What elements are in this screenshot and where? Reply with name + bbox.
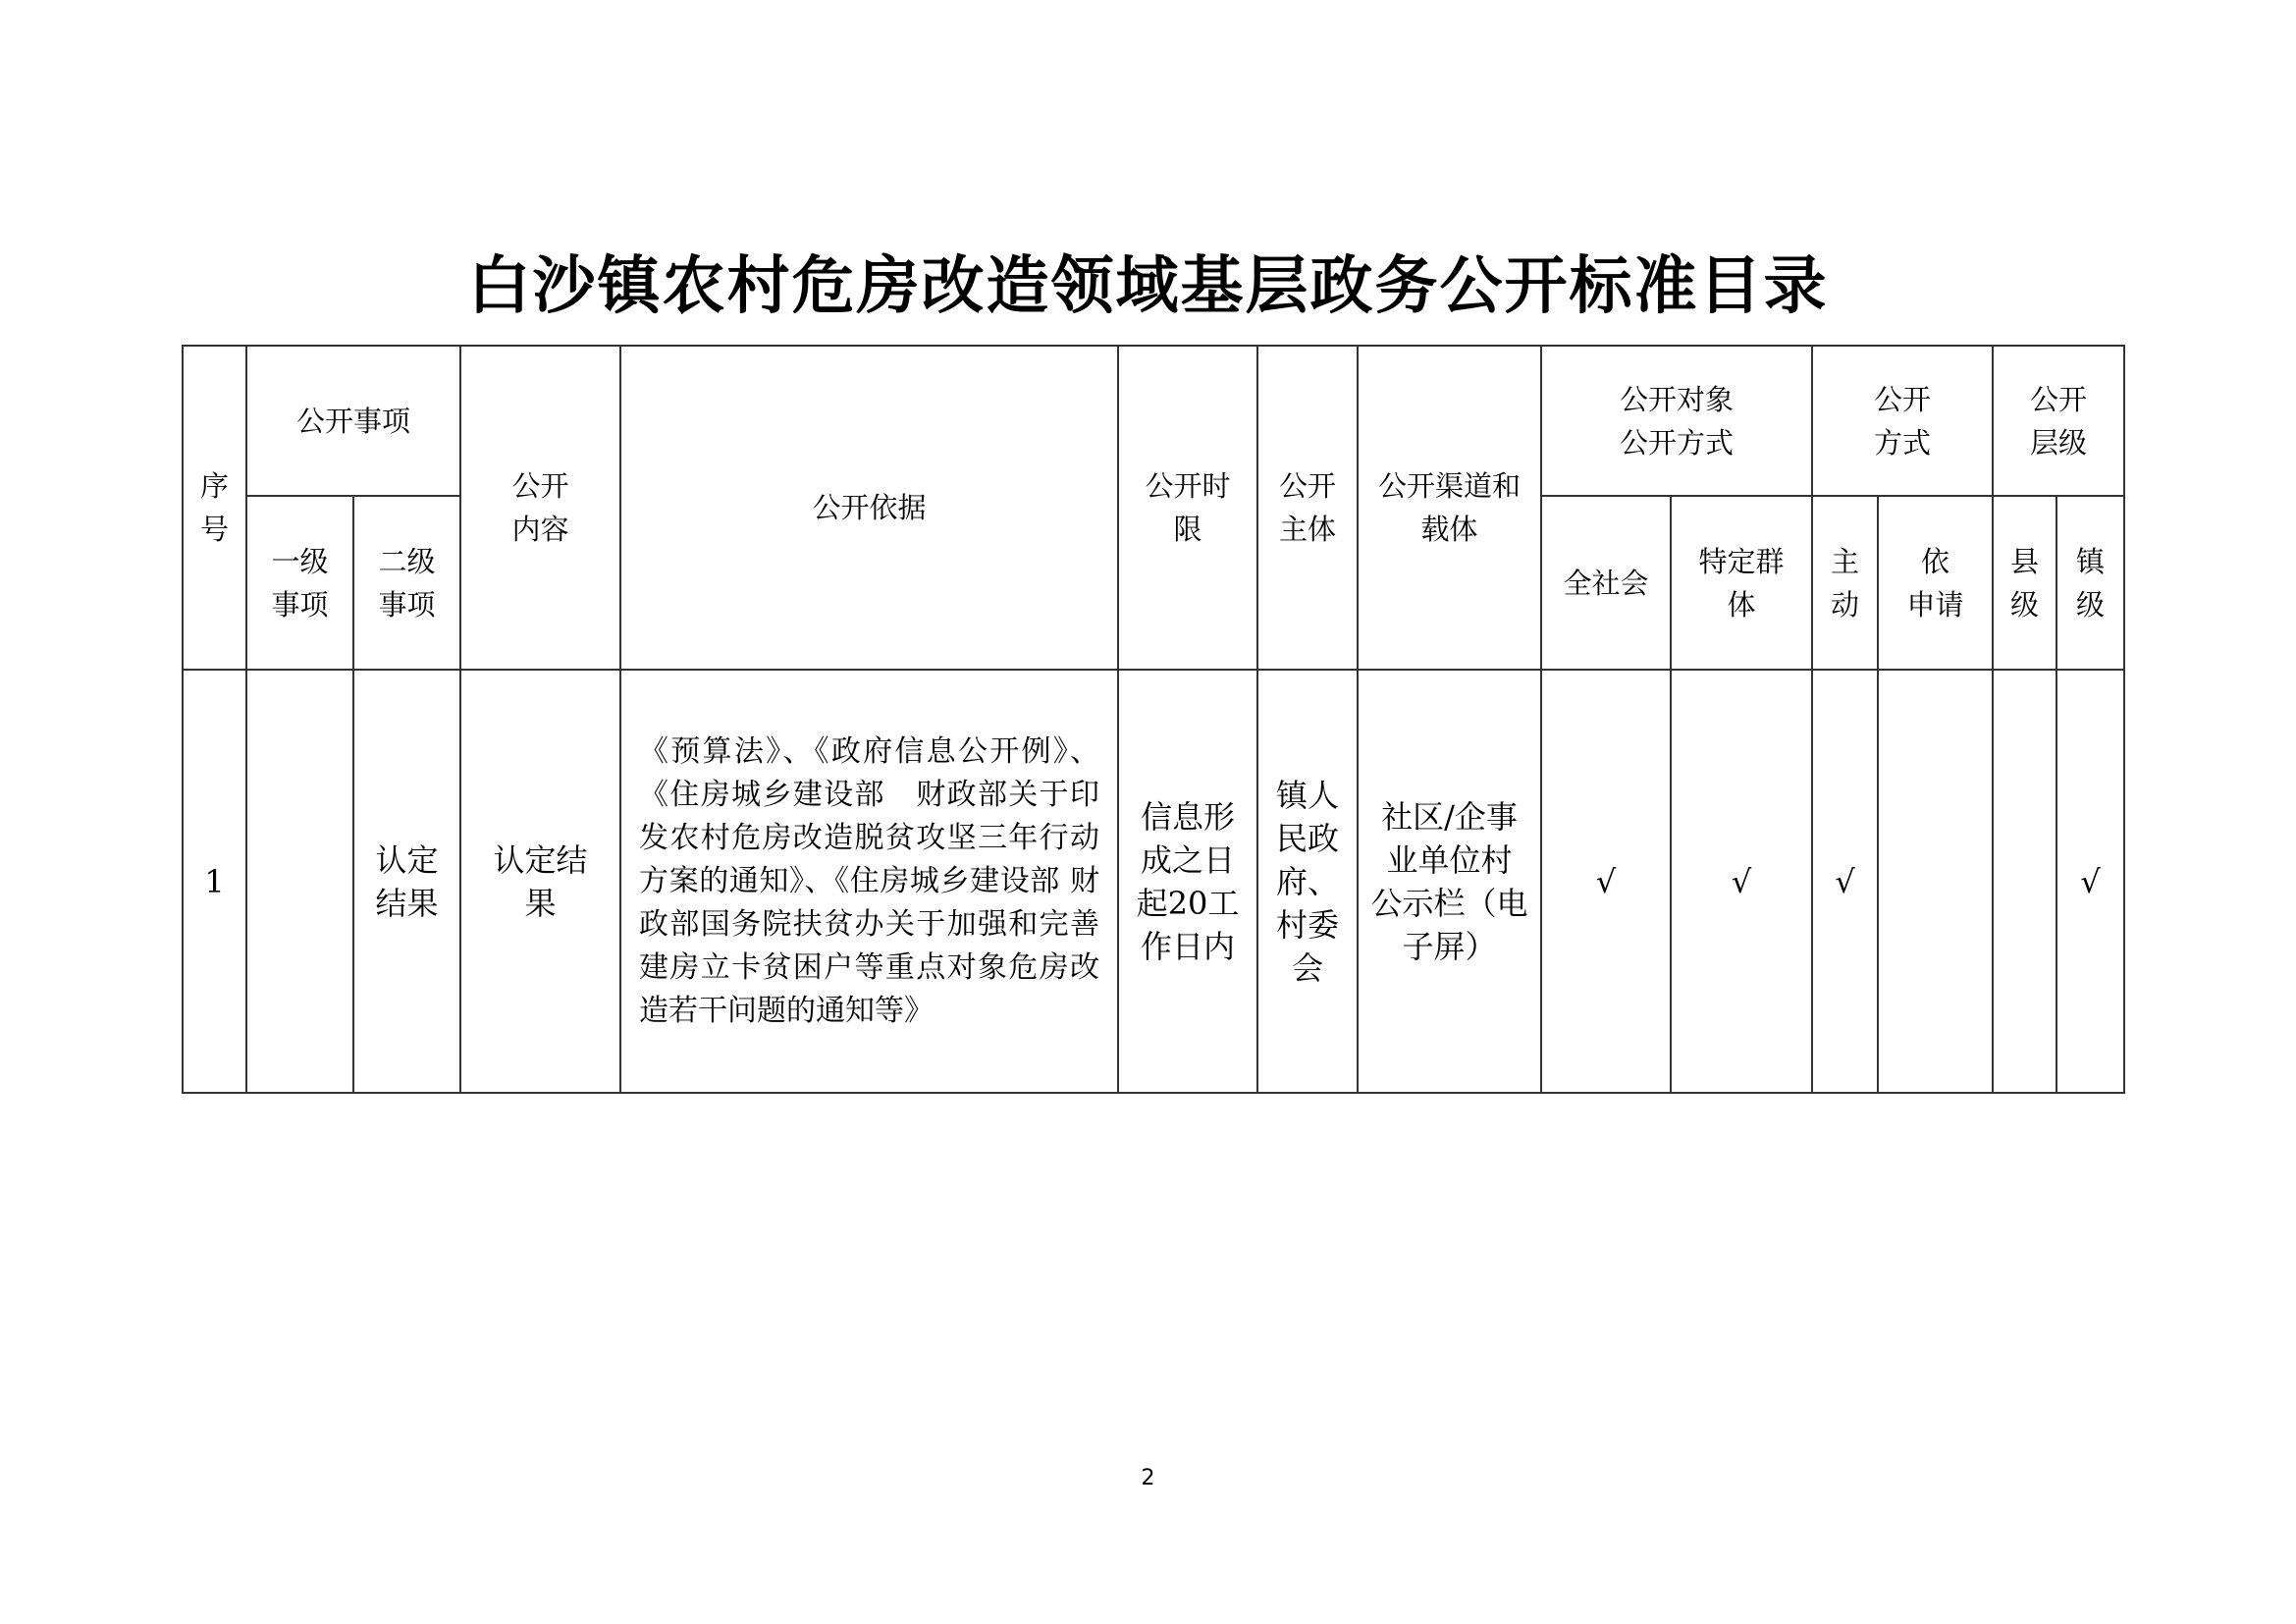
header-subject: 公开 主体 (1257, 346, 1358, 670)
header-content: 公开 内容 (460, 346, 620, 670)
cell-mode-request-check (1878, 670, 1993, 1093)
header-mode-active: 主 动 (1812, 496, 1878, 670)
header-object-all: 全社会 (1541, 496, 1671, 670)
cell-mode-active-check: √ (1812, 670, 1878, 1093)
cell-level-town-check: √ (2056, 670, 2124, 1093)
header-mode-request: 依 申请 (1878, 496, 1993, 670)
header-level-town: 镇 级 (2056, 496, 2124, 670)
cell-basis: 《预算法》、《政府信息公开例》、《住房城乡建设部 财政部关于印发农村危房改造脱贫攻坚三年行动方案的通知》、《住房城乡建设部 财政部国务院扶贫办关于加强和完善建房立卡贫困户等重点对象危房改造若干问题的通知等》 (620, 670, 1118, 1093)
cell-channel: 社区/企事 业单位村 公示栏（电 子屏） (1358, 670, 1541, 1093)
cell-subject: 镇人 民政 府、 村委 会 (1257, 670, 1358, 1093)
header-mode: 公开 方式 (1812, 346, 1993, 496)
header-level: 公开 层级 (1993, 346, 2124, 496)
header-row-1 (183, 346, 2124, 496)
cell-object-all-check: √ (1541, 670, 1671, 1093)
header-channel: 公开渠道和 载体 (1358, 346, 1541, 670)
cell-seq: 1 (183, 670, 246, 1093)
header-item-l1: 一级 事项 (246, 496, 353, 670)
header-object: 公开对象 公开方式 (1541, 346, 1812, 496)
cell-item-l2: 认定 结果 (353, 670, 460, 1093)
header-basis: 公开依据 (620, 346, 1118, 670)
header-level-county: 县 级 (1993, 496, 2056, 670)
page-number: 2 (1141, 1466, 1155, 1490)
header-time-limit: 公开时 限 (1118, 346, 1257, 670)
table-row (183, 670, 2124, 1093)
cell-content: 认定结 果 (460, 670, 620, 1093)
header-item-l2: 二级 事项 (353, 496, 460, 670)
cell-level-county-check (1993, 670, 2056, 1093)
cell-object-specific-check: √ (1671, 670, 1812, 1093)
header-object-specific: 特定群 体 (1671, 496, 1812, 670)
header-item: 公开事项 (246, 346, 460, 496)
standard-catalog-table (182, 345, 2125, 1094)
header-seq: 序 号 (183, 346, 246, 670)
page-title: 白沙镇农村危房改造领域基层政务公开标准目录 (467, 249, 1829, 323)
cell-time-limit: 信息形 成之日 起20工 作日内 (1118, 670, 1257, 1093)
cell-item-l1 (246, 670, 353, 1093)
